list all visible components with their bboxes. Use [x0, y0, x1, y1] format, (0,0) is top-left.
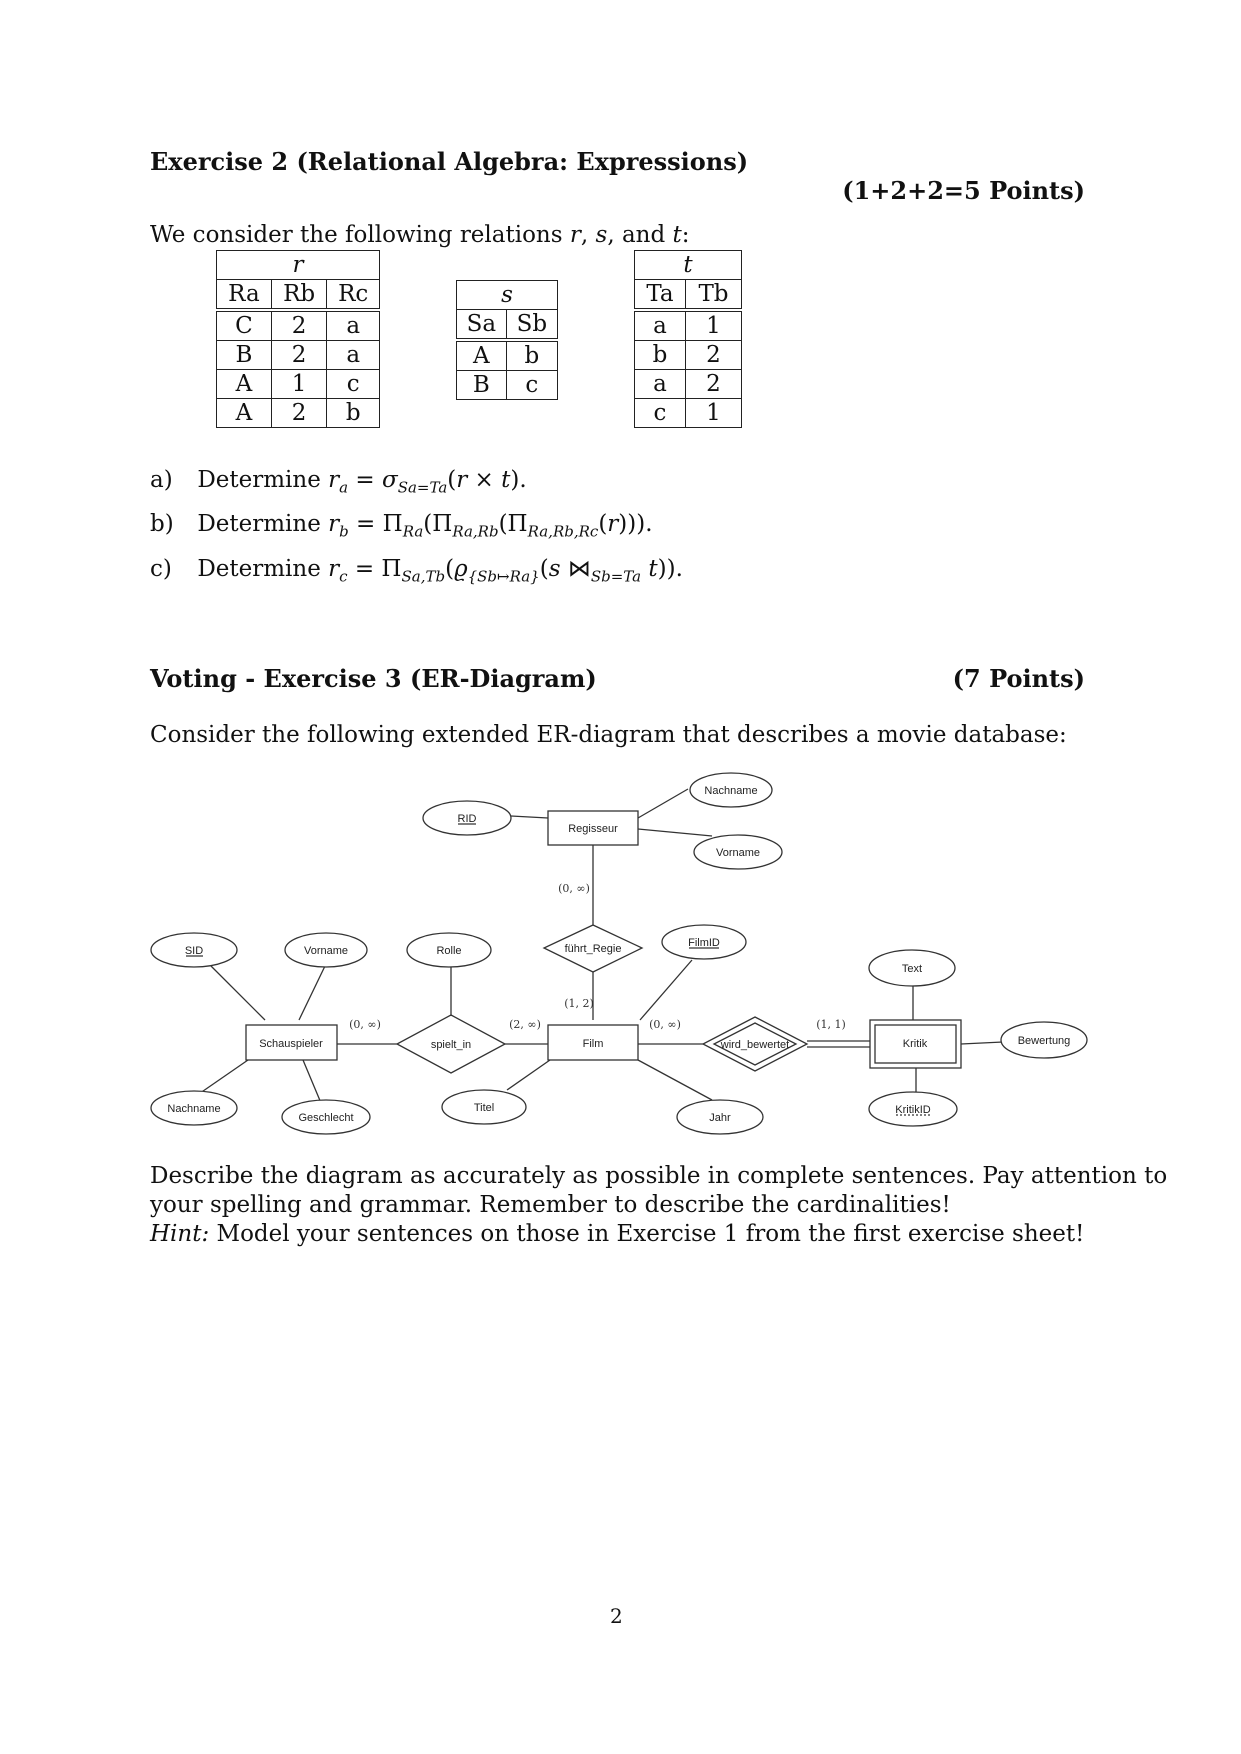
- attribute-jahr-label: Jahr: [709, 1112, 731, 1124]
- describe-line-2: your spelling and grammar. Remember to describe the cardinalities!: [150, 1192, 951, 1218]
- relation-r-cell: a: [327, 310, 380, 341]
- er-line: [961, 1042, 1003, 1044]
- relation-t-cell: 2: [685, 370, 741, 399]
- entity-regisseur-label: Regisseur: [568, 823, 618, 835]
- task-b-expression: $r_b = \Pi_{Ra}(\Pi_{Ra,Rb}(\Pi_{Ra,Rb,Rc}(r)))$.: [328, 511, 653, 541]
- attribute-regisseur-nachname-label: Nachname: [704, 785, 758, 797]
- hint-line: [150, 1221, 1084, 1247]
- er-line: [303, 1060, 321, 1103]
- task-c: c) Determine $r_c = \Pi_{Sa,Tb}(ϱ_{\{Sb↦Ra\}}(s$ $⋈_{Sb=Ta}$ t)).: [150, 556, 683, 586]
- attribute-schauspieler-nachname-label: Nachname: [167, 1103, 221, 1115]
- cardinality-spielt-film: (2, ∞): [509, 1018, 541, 1031]
- attribute-titel-label: Titel: [473, 1102, 495, 1114]
- relation-r-cell: 2: [271, 341, 327, 370]
- relation-r-cell: b: [327, 399, 380, 428]
- er-line: [511, 816, 548, 818]
- relation-s-name: s: [457, 281, 558, 310]
- relation-t-cell: a: [635, 370, 686, 399]
- attribute-rolle-label: Rolle: [436, 945, 462, 957]
- relation-t-cell: 2: [685, 341, 741, 370]
- task-c-expression: $r_c = \Pi_{Sa,Tb}(ϱ_{\{Sb↦Ra\}}(s$ $⋈_{Sb=Ta}$ t)).: [328, 556, 683, 586]
- exercise2-title: Exercise 2 (Relational Algebra: Expressions): [150, 147, 749, 176]
- attribute-geschlecht-label: Geschlecht: [298, 1112, 354, 1124]
- relation-r-header: Rc: [327, 280, 380, 311]
- relation-t-cell: 1: [685, 399, 741, 428]
- task-b: b) Determine $r_b = \Pi_{Ra}(\Pi_{Ra,Rb}(\Pi_{Ra,Rb,Rc}(r)))$.: [150, 511, 653, 541]
- relation-s-cell: A: [457, 340, 507, 371]
- cardinality-film-wird: (0, ∞): [649, 1018, 681, 1031]
- attribute-text-label: Text: [901, 963, 923, 975]
- exercise3-intro: Consider the following extended ER-diagram that describes a movie database:: [150, 722, 1067, 748]
- er-line: [638, 829, 712, 836]
- relation-t-cell: b: [635, 341, 686, 370]
- relation-r-cell: 1: [271, 370, 327, 399]
- hint-label: Hint:: [150, 1221, 210, 1247]
- task-a: a) Determine $r_a = \sigma_{Sa=Ta}(r \times t)$.: [150, 467, 527, 497]
- relation-r-cell: a: [327, 341, 380, 370]
- exercise2-points: (1+2+2=5 Points): [842, 176, 1085, 205]
- er-line: [299, 966, 325, 1020]
- cardinality-regisseur-fuehrt: (0, ∞): [558, 882, 590, 895]
- relation-t-cell: a: [635, 310, 686, 341]
- relation-t-cell: c: [635, 399, 686, 428]
- relation-r-name: r: [217, 251, 380, 280]
- attribute-schauspieler-vorname-label: Vorname: [303, 945, 349, 957]
- entity-schauspieler-label: Schauspieler: [259, 1038, 323, 1050]
- task-a-expression: $r_a = \sigma_{Sa=Ta}(r \times t)$.: [328, 467, 527, 497]
- relation-r-cell: 2: [271, 310, 327, 341]
- relation-r-header: Rb: [271, 280, 327, 311]
- cardinality-schauspieler-spielt: (0, ∞): [349, 1018, 381, 1031]
- exercise3-points: (7 Points): [952, 664, 1085, 693]
- exercise2-intro: We consider the following relations r, s, and t:: [150, 222, 690, 248]
- attribute-filmid-label: FilmID: [688, 937, 720, 949]
- relationship-wird-bewertet-label: wird_bewertet: [720, 1039, 790, 1051]
- er-line: [638, 1060, 712, 1100]
- relation-r-cell: A: [217, 399, 272, 428]
- hint-text: Model your sentences on those in Exercise 1 from the first exercise sheet!: [209, 1221, 1085, 1247]
- relation-t-name: t: [635, 251, 742, 280]
- relation-r-cell: 2: [271, 399, 327, 428]
- exercise3-title: Voting - Exercise 3 (ER-Diagram): [150, 664, 597, 693]
- relationship-fuehrt-regie-label: führt_Regie: [564, 943, 622, 955]
- page-number: 2: [610, 1604, 623, 1628]
- cardinality-fuehrt-film: (1, 2): [564, 997, 594, 1010]
- relation-t-header: Ta: [635, 280, 686, 311]
- cardinality-wird-kritik: (1, 1): [816, 1018, 846, 1031]
- relation-s-cell: B: [457, 371, 507, 400]
- er-line: [640, 960, 692, 1020]
- attribute-kritikid-label: KritikID: [895, 1104, 931, 1116]
- entity-film-label: Film: [582, 1038, 604, 1050]
- relation-s-cell: c: [506, 371, 557, 400]
- relation-r-cell: C: [217, 310, 272, 341]
- relation-r-cell: c: [327, 370, 380, 399]
- relation-s-cell: b: [506, 340, 557, 371]
- relation-r-cell: B: [217, 341, 272, 370]
- describe-line-1: Describe the diagram as accurately as possible in complete sentences. Pay attention to: [150, 1163, 1168, 1189]
- er-line: [507, 1060, 550, 1090]
- attribute-rid-label: RID: [457, 813, 477, 825]
- attribute-sid-label: SID: [184, 945, 204, 957]
- er-line: [211, 966, 265, 1020]
- relationship-spielt-in-label: spielt_in: [430, 1039, 472, 1051]
- relation-t-header: Tb: [685, 280, 741, 311]
- attribute-regisseur-vorname-label: Vorname: [715, 847, 761, 859]
- relation-r-cell: A: [217, 370, 272, 399]
- relation-s-header: Sb: [506, 310, 557, 341]
- er-line: [638, 789, 688, 818]
- attribute-bewertung-label: Bewertung: [1017, 1035, 1071, 1047]
- relation-s-header: Sa: [457, 310, 507, 341]
- relation-t-cell: 1: [685, 310, 741, 341]
- relation-r-header: Ra: [217, 280, 272, 311]
- entity-kritik-label: Kritik: [902, 1038, 928, 1050]
